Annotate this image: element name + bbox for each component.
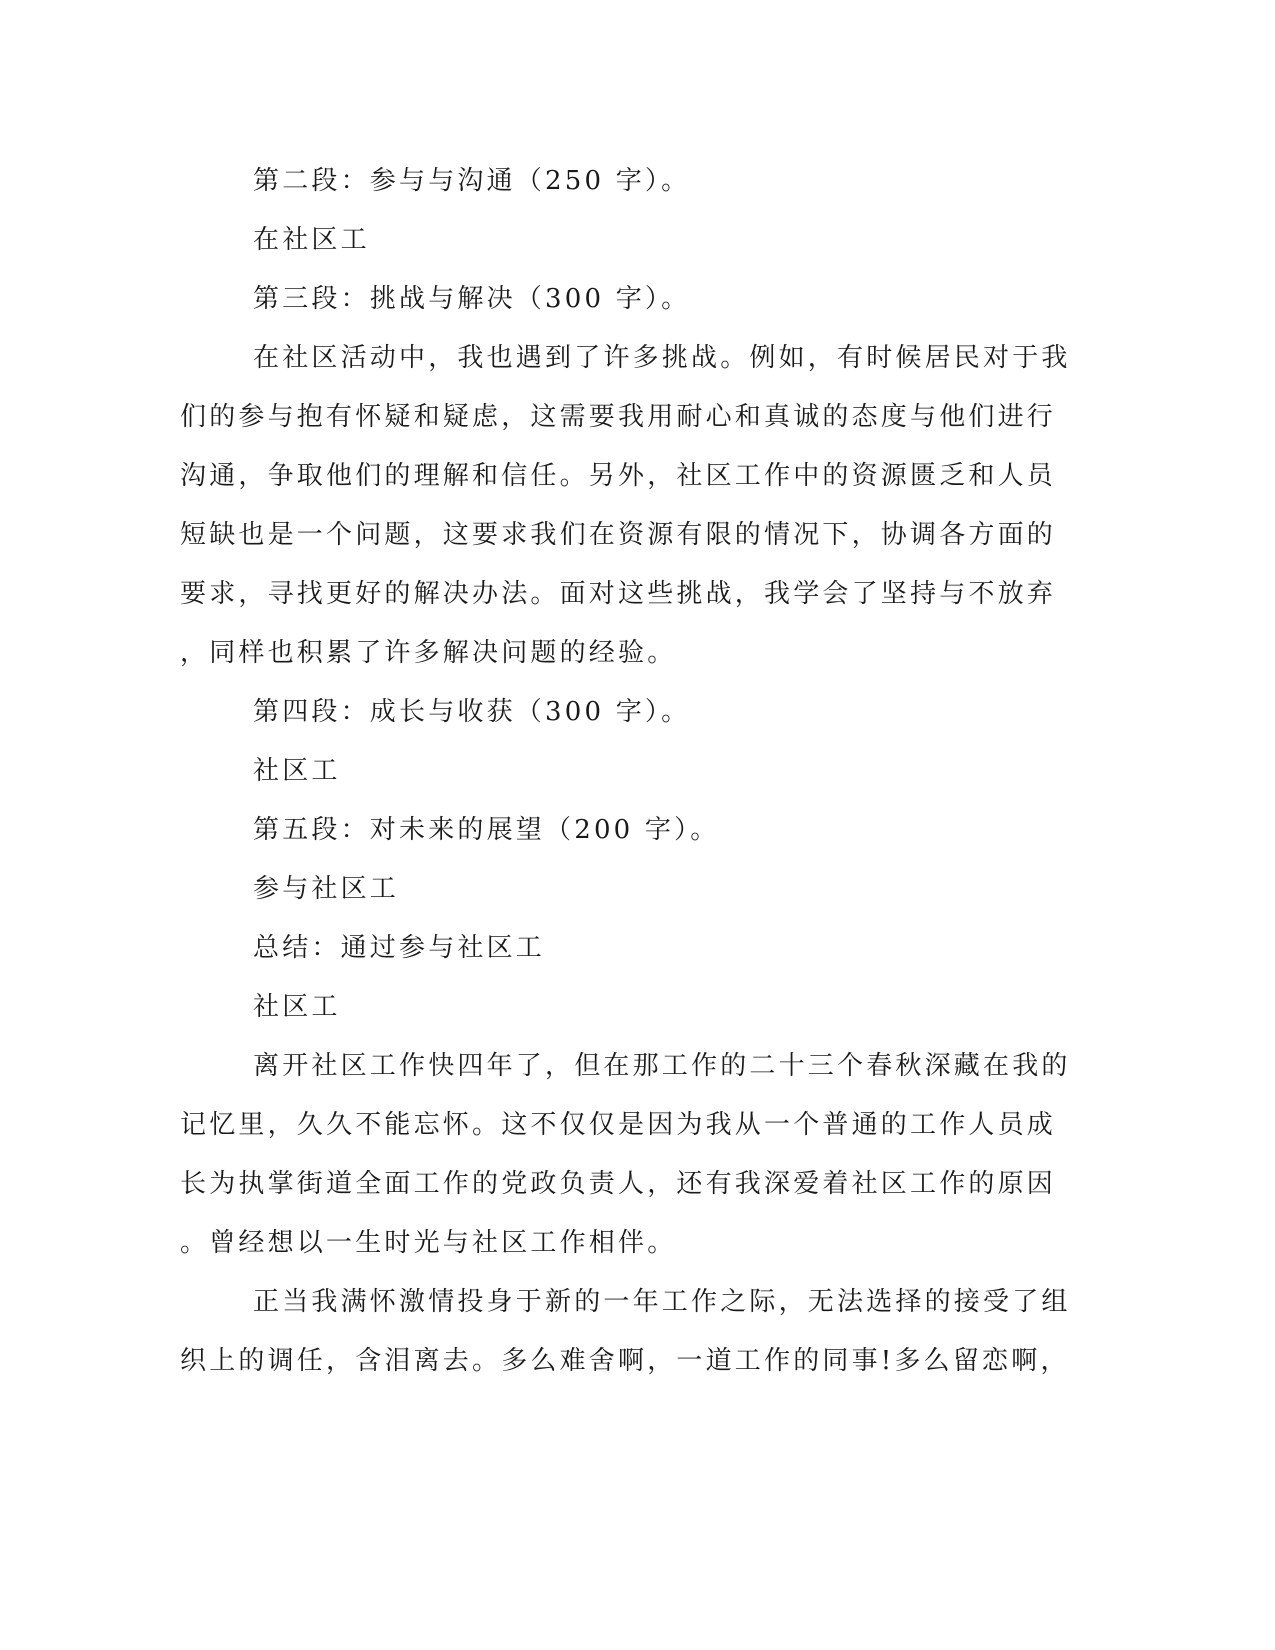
paragraph-line: 社区工 (253, 756, 341, 786)
section-heading-2: 第二段：参与与沟通（250 字）。 (253, 166, 691, 196)
document-body (180, 158, 1071, 1397)
section-heading-5: 第五段：对未来的展望（200 字）。 (253, 815, 720, 845)
paragraph-line: 短缺也是一个问题，这要求我们在资源有限的情况下，协调各方面的 (180, 520, 1057, 550)
paragraph-line: 。曾经想以一生时光与社区工作相伴。 (180, 1228, 677, 1258)
paragraph-line: 织上的调任，含泪离去。多么难舍啊，一道工作的同事!多么留恋啊， (180, 1346, 1070, 1376)
paragraph-line: 要求，寻找更好的解决办法。面对这些挑战，我学会了坚持与不放弃 (180, 579, 1057, 609)
paragraph-line: 在社区工 (253, 225, 370, 255)
section-heading-3: 第三段：挑战与解决（300 字）。 (253, 284, 691, 314)
paragraph-line: 长为执掌街道全面工作的党政负责人，还有我深爱着社区工作的原因 (180, 1169, 1057, 1199)
paragraph-line: 参与社区工 (253, 874, 400, 904)
paragraph-line: 沟通，争取他们的理解和信任。另外，社区工作中的资源匮乏和人员 (180, 461, 1057, 491)
summary-heading: 总结：通过参与社区工 (253, 933, 546, 963)
section-heading-4: 第四段：成长与收获（300 字）。 (253, 697, 691, 727)
paragraph-line: 们的参与抱有怀疑和疑虑，这需要我用耐心和真诚的态度与他们进行 (180, 402, 1057, 432)
paragraph-line: 社区工 (253, 992, 341, 1022)
paragraph-line: 正当我满怀激情投身于新的一年工作之际，无法选择的接受了组 (253, 1287, 1071, 1317)
paragraph-line: 离开社区工作快四年了，但在那工作的二十三个春秋深藏在我的 (253, 1051, 1071, 1081)
paragraph-line: 记忆里，久久不能忘怀。这不仅仅是因为我从一个普通的工作人员成 (180, 1110, 1057, 1140)
paragraph-line: ，同样也积累了许多解决问题的经验。 (180, 638, 677, 668)
paragraph-line: 在社区活动中，我也遇到了许多挑战。例如，有时候居民对于我 (253, 343, 1071, 373)
